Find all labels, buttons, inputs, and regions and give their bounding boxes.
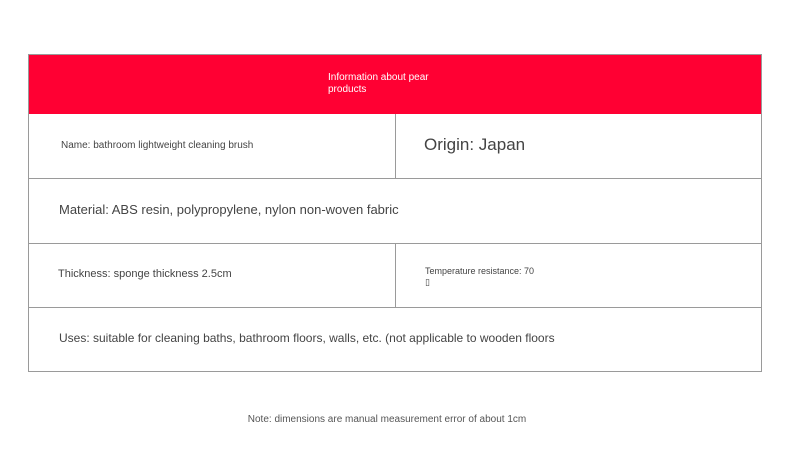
row-divider <box>29 178 761 179</box>
measurement-note: Note: dimensions are manual measurement error of about 1cm <box>247 414 527 425</box>
table-header-title: Information about pear products <box>328 72 429 95</box>
product-uses: Uses: suitable for cleaning baths, bathroom floors, walls, etc. (not applicable to wooden floors <box>59 331 555 345</box>
column-divider <box>395 243 396 307</box>
temperature-unit-glyph: ▯ <box>425 277 430 287</box>
product-origin: Origin: Japan <box>424 135 526 154</box>
temperature-resistance-label: Temperature resistance: 70 <box>425 266 535 276</box>
product-info-table <box>28 54 762 372</box>
product-thickness: Thickness: sponge thickness 2.5cm <box>58 268 232 280</box>
temperature-resistance <box>425 266 534 288</box>
column-divider <box>395 114 396 178</box>
product-name: Name: bathroom lightweight cleaning brush <box>61 140 254 151</box>
table-header-band <box>29 55 761 114</box>
row-divider <box>29 307 761 308</box>
product-material: Material: ABS resin, polypropylene, nylon non-woven fabric <box>59 202 399 217</box>
